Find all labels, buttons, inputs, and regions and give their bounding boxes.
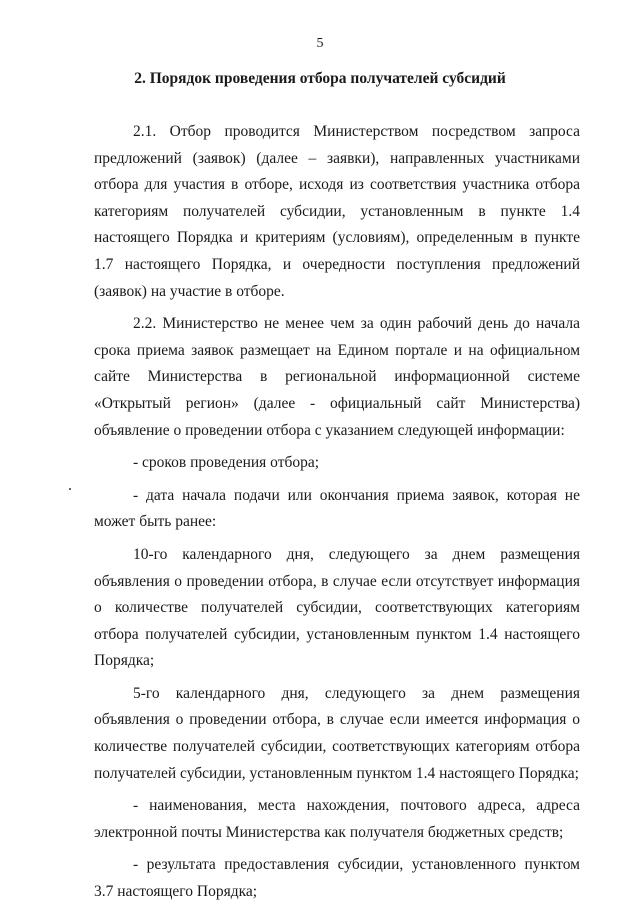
document-body — [94, 119, 580, 906]
paragraph-10th-day: 10-го календарного дня, следующего за днем размещения объявления о проведении отбора, в случае если отсутствует информация о количестве получателей субсидии, соответствующих категориям отбора получателей субсидии, установленным пунктом 1.4 настоящего Порядка; — [94, 545, 580, 670]
paragraph-2-2: 2.2. Министерство не менее чем за один рабочий день до начала срока приема заявок размещает на Едином портале и на официальном сайте Министерства в региональной информационной системе «Открытый регион» (далее - официальный сайт Министерства) объявление о проведении отбора с указанием следующей информации: — [94, 315, 580, 439]
page-number: 5 — [316, 36, 324, 51]
list-item-deadlines: - сроков проведения отбора; — [133, 454, 320, 472]
paragraph-2-1: 2.1. Отбор проводится Министерством посредством запроса предложений (заявок) (далее – заявки), направленных участниками отбора для участия в отборе, исходя из соответствия участника отбора категориям получателей субсидии, установленным в пункте 1.4 настоящего Порядка и критериям (условиям), определенным в пункте 1.7 настоящего Порядка, и очередности поступления предложений (заявок) на участие в отборе. — [94, 123, 580, 300]
list-item-ministry-details: - наименования, места нахождения, почтового адреса, адреса электронной почты Министерства как получателя бюджетных средств; — [94, 797, 580, 841]
paragraph-5th-day: 5-го календарного дня, следующего за днем размещения объявления о проведении отбора, в случае если имеется информация о количестве получателей субсидии, соответствующих категориям отбора получателей субсидии, установленным пунктом 1.4 настоящего Порядка; — [94, 684, 580, 782]
list-item-subsidy-result: - результата предоставления субсидии, установленного пунктом 3.7 настоящего Порядка; — [94, 856, 580, 901]
scan-speck — [69, 488, 71, 490]
list-item-start-date: - дата начала подачи или окончания приема заявок, которая не может быть ранее: — [94, 486, 580, 531]
section-title: 2. Порядок проведения отбора получателей субсидий — [134, 70, 506, 87]
